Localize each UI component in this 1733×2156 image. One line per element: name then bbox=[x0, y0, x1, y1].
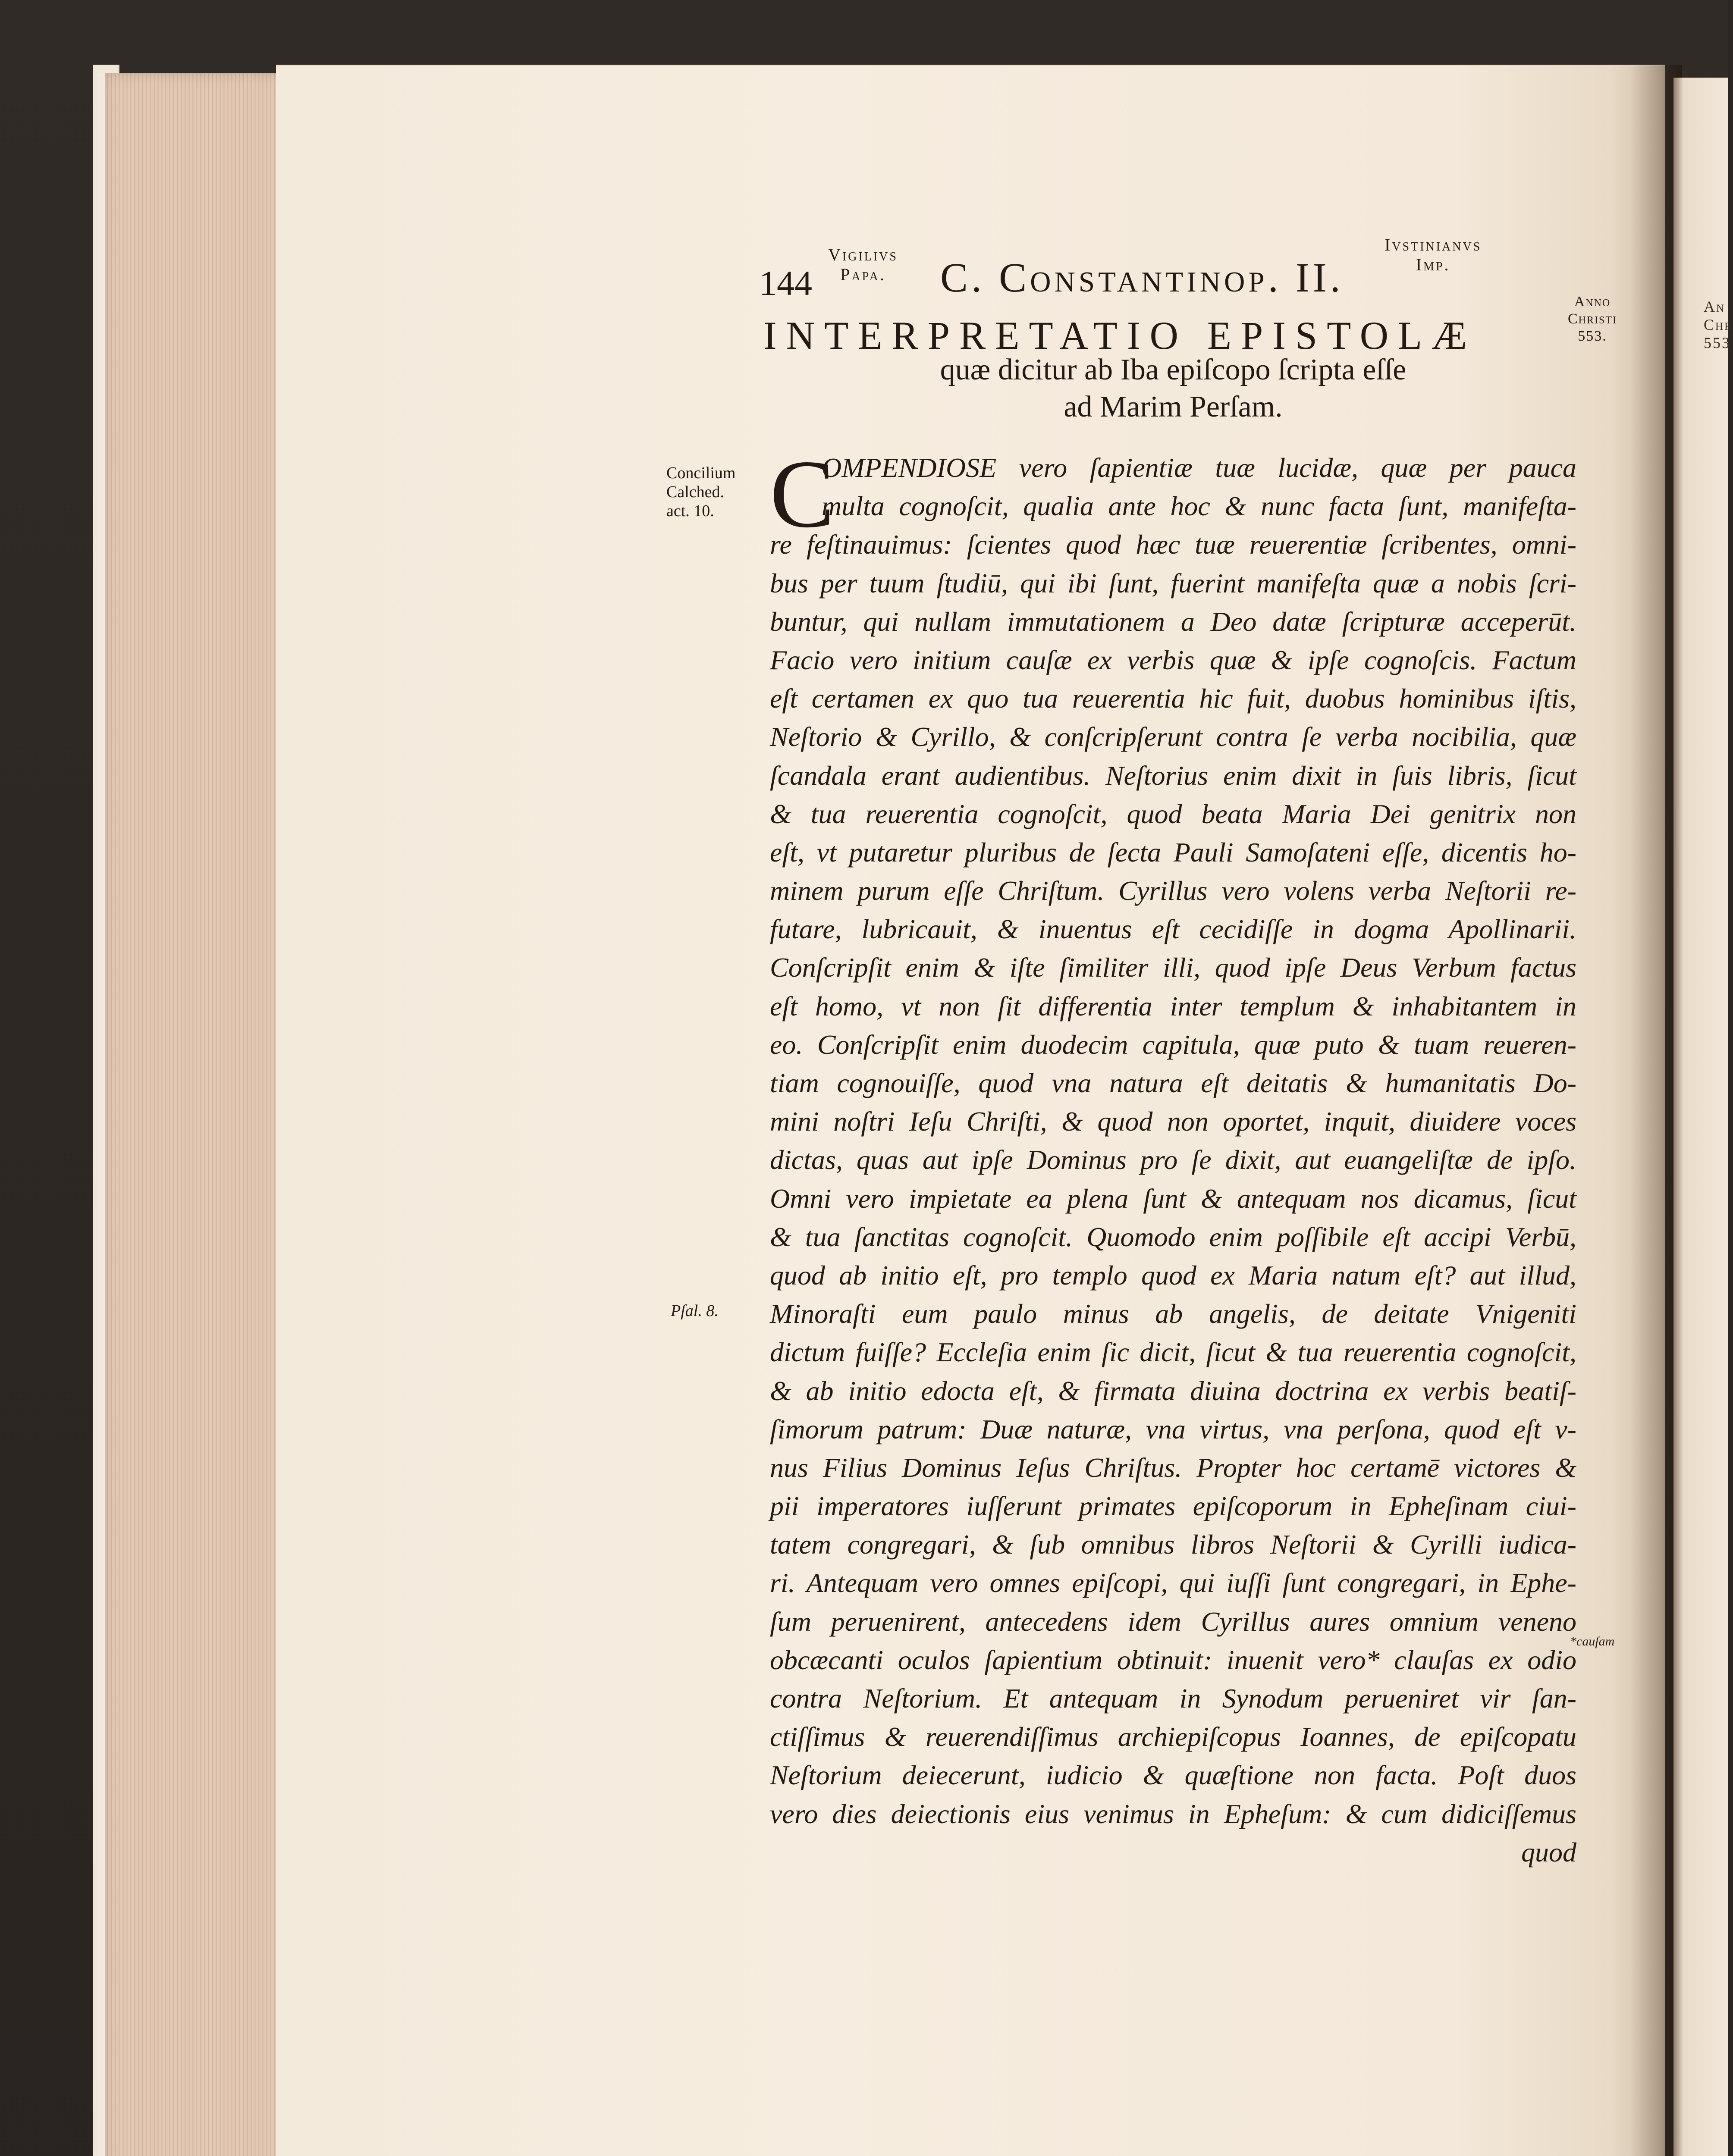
section-title: INTERPRETATIO EPISTOLÆ bbox=[763, 313, 1477, 357]
margin-note-line: Concilium bbox=[666, 464, 736, 482]
body-line: vero dies deiectionis eius venimus in Epheſum: & cum didiciſſemus bbox=[770, 1798, 1576, 1829]
margin-note-causam: *cauſam bbox=[1570, 1634, 1615, 1648]
facing-page-fragment bbox=[1673, 78, 1733, 2156]
year-margin-note bbox=[1568, 293, 1617, 345]
header-left-label bbox=[828, 245, 898, 285]
subtitle-line: quæ dicitur ab Iba epiſcopo ſcripta eſſe bbox=[940, 353, 1406, 386]
year-note-line: Christi bbox=[1568, 311, 1617, 327]
body-line: futare, lubricauit, & inuentus eſt cecidiſſe in dogma Apollinarii. bbox=[770, 914, 1576, 945]
body-line: tiam cognouiſſe, quod vna natura eſt deitatis & humanitatis Do- bbox=[770, 1068, 1576, 1098]
body-line: ctiſſimus & reuerendiſſimus archiepiſcopus Ioannes, de epiſcopatu bbox=[770, 1721, 1576, 1752]
running-title: C. Constantinop. II. bbox=[940, 254, 1344, 301]
body-line: contra Neſtorium. Et antequam in Synodum perueniret vir ſan- bbox=[770, 1683, 1576, 1714]
body-line: tatem congregari, & ſub omnibus libros Neſtorii & Cyrilli iudica- bbox=[770, 1529, 1576, 1560]
body-line: pii imperatores iuſſerunt primates epiſcoporum in Epheſinam ciui- bbox=[770, 1491, 1576, 1522]
body-line: minem purum eſſe Chriſtum. Cyrillus vero volens verba Neſtorii re- bbox=[770, 875, 1576, 906]
margin-note-council bbox=[666, 464, 735, 520]
body-line: dictas, quas aut ipſe Dominus pro ſe dixit, aut euangeliſtæ de ipſo. bbox=[770, 1144, 1576, 1175]
header-left-label-line: Papa. bbox=[840, 265, 886, 284]
facing-page-text: Chr bbox=[1704, 316, 1733, 333]
body-line: Conſcripſit enim & iſte ſimiliter illi, quod ipſe Deus Verbum factus bbox=[770, 952, 1576, 983]
body-line: Omni vero impietate ea plena ſunt & antequam nos dicamus, ſicut bbox=[770, 1183, 1576, 1214]
header-right-label-line: Imp. bbox=[1416, 255, 1450, 274]
subtitle-line: ad Marim Perſam. bbox=[1064, 390, 1283, 423]
margin-note-line: Calched. bbox=[666, 483, 725, 501]
facing-page-text: 553 bbox=[1704, 334, 1731, 351]
body-line: mini noſtri Ieſu Chriſti, & quod non oportet, inquit, diuidere voces bbox=[770, 1106, 1576, 1137]
body-line: Minoraſti eum paulo minus ab angelis, de deitate Vnigeniti bbox=[770, 1298, 1576, 1329]
running-header bbox=[759, 233, 1579, 310]
body-line: eſt, vt putaretur pluribus de ſecta Pauli Samoſateni eſſe, dicentis ho- bbox=[770, 837, 1576, 868]
facing-page-text: An bbox=[1704, 298, 1726, 315]
page-block-edges bbox=[97, 73, 286, 2156]
header-right-label-line: Ivstinianvs bbox=[1385, 235, 1482, 254]
body-line: re feſtinauimus: ſcientes quod hæc tuæ reuerentiæ ſcribentes, omni- bbox=[770, 529, 1576, 560]
header-left-label-line: Vigilivs bbox=[828, 245, 898, 264]
body-line: eſt homo, vt non ſit differentia inter templum & inhabitantem in bbox=[770, 990, 1576, 1022]
body-text bbox=[770, 440, 1576, 1871]
section-subtitle bbox=[759, 351, 1587, 426]
body-line: dictum fuiſſe? Eccleſia enim ſic dicit, ſicut & tua reuerentia cognoſcit, bbox=[770, 1337, 1576, 1368]
body-line: ri. Antequam vero omnes epiſcopi, qui iuſſi ſunt congregari, in Ephe- bbox=[770, 1567, 1576, 1598]
body-line: buntur, qui nullam immutationem a Deo datæ ſcripturæ acceperūt. bbox=[770, 606, 1576, 637]
body-line: & tua reuerentia cognoſcit, quod beata Maria Dei genitrix non bbox=[770, 798, 1576, 829]
body-line: eſt certamen ex quo tua reuerentia hic fuit, duobus hominibus iſtis, bbox=[770, 683, 1576, 714]
body-line: obcæcanti oculos ſapientium obtinuit: inuenit vero* clauſas ex odio bbox=[770, 1644, 1576, 1675]
catchword: quod bbox=[1521, 1836, 1576, 1868]
body-line: ſimorum patrum: Duæ naturæ, vna virtus, vna perſona, quod eſt v- bbox=[770, 1413, 1576, 1445]
header-right-label bbox=[1385, 235, 1482, 275]
body-line: multa cognoſcit, qualia ante hoc & nunc facta ſunt, manifeſta- bbox=[822, 491, 1576, 522]
body-line: Facio vero initium cauſæ ex verbis quæ & ipſe cognoſcis. Factum bbox=[770, 644, 1576, 675]
body-line: ſcandala erant audientibus. Neſtorius enim dixit in ſuis libris, ſicut bbox=[770, 760, 1576, 791]
body-line: Neſtorium deiecerunt, iudicio & quæſtione non facta. Poſt duos bbox=[770, 1760, 1576, 1791]
body-line: bus per tuum ſtudiū, qui ibi ſunt, fuerint manifeſta quæ a nobis ſcri- bbox=[770, 567, 1576, 599]
body-line: Neſtorio & Cyrillo, & conſcripſerunt contra ſe verba nocibilia, quæ bbox=[770, 721, 1576, 752]
body-line: OMPENDIOSE vero ſapientiæ tuæ lucidæ, quæ per pauca bbox=[822, 452, 1576, 483]
body-line: & tua ſanctitas cognoſcit. Quomodo enim poſſibile eſt accipi Verbū, bbox=[770, 1221, 1576, 1252]
page-number: 144 bbox=[759, 263, 812, 303]
body-line: nus Filius Dominus Ieſus Chriſtus. Propter hoc certamē victores & bbox=[770, 1452, 1576, 1483]
body-line: quod ab initio eſt, pro templo quod ex Maria natum eſt? aut illud, bbox=[770, 1260, 1576, 1291]
body-line: eo. Conſcripſit enim duodecim capitula, quæ puto & tuam reueren- bbox=[770, 1029, 1576, 1060]
margin-note-psalm: Pſal. 8. bbox=[671, 1302, 719, 1320]
margin-note-line: act. 10. bbox=[666, 502, 714, 520]
year-note-line: 553. bbox=[1578, 328, 1607, 344]
year-note-line: Anno bbox=[1574, 294, 1611, 310]
drop-cap-initial: C bbox=[770, 440, 835, 548]
body-line: & ab initio edocta eſt, & firmata diuina doctrina ex verbis beatiſ- bbox=[770, 1375, 1576, 1406]
body-line: ſum peruenirent, antecedens idem Cyrillus aures omnium veneno bbox=[770, 1606, 1576, 1637]
